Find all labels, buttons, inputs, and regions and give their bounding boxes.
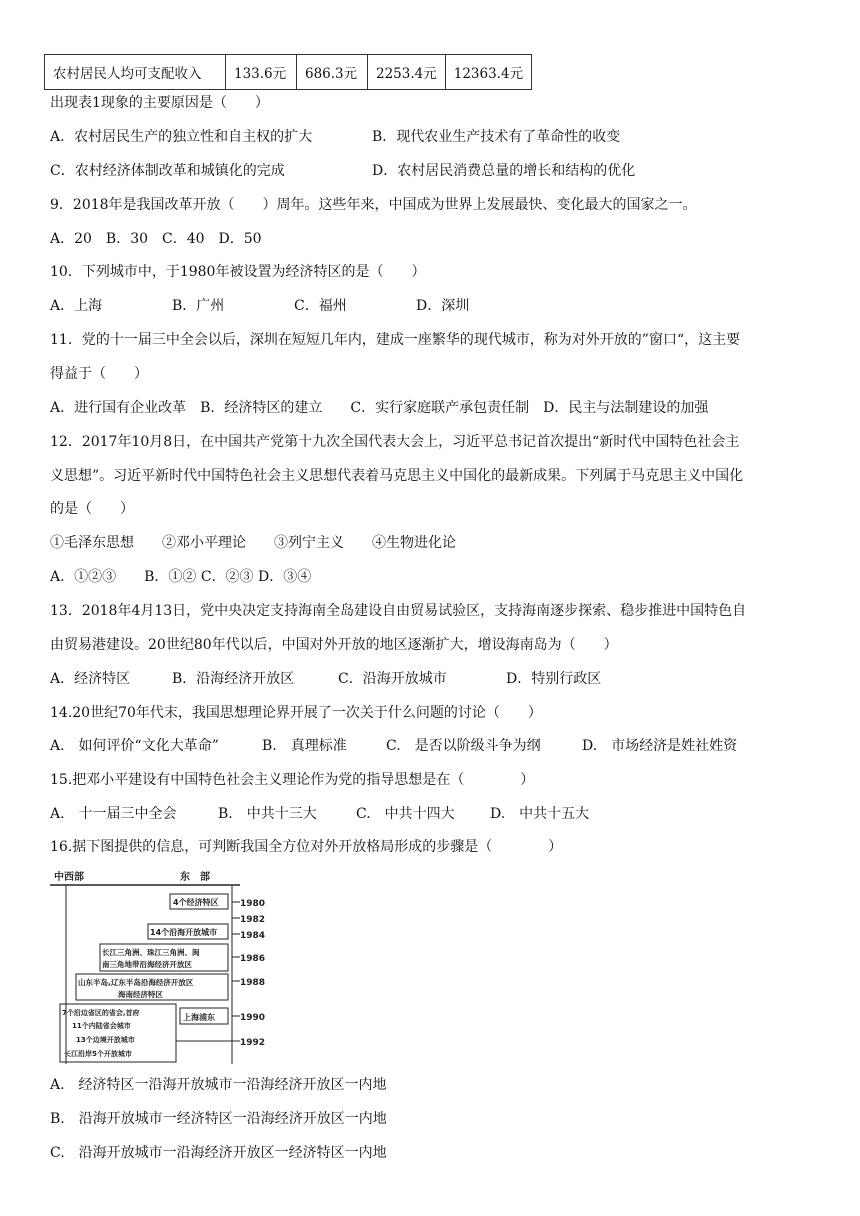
diagram-year-axis — [232, 899, 265, 1048]
income-table — [44, 54, 532, 90]
question-8-option-a: A．农村居民生产的独立性和自主权的扩大 — [50, 129, 313, 145]
diagram-header-left: 中西部 — [54, 872, 84, 883]
year-label: 1982 — [240, 915, 266, 925]
question-10-option-b: B．广州 — [172, 298, 225, 314]
year-label: 1990 — [240, 1013, 266, 1023]
table-cell: 686.3元 — [297, 55, 368, 90]
question-15-option-c: C. 中共十四大 — [356, 806, 455, 822]
diagram-box-coastal-cities: 14个沿海开放城市 — [150, 928, 218, 937]
year-label: 1980 — [240, 899, 266, 909]
question-13-option-b: B．沿海经济开放区 — [172, 671, 295, 687]
diagram-box-pudong: 上海浦东 — [183, 1013, 215, 1022]
diagram-box-yangtze-cities: 长江沿岸5个开放城市 — [64, 1050, 132, 1058]
diagram-box-special-zones: 4个经济特区 — [173, 898, 219, 907]
table-cell: 133.6元 — [226, 55, 297, 90]
question-10-option-d: D．深圳 — [416, 298, 470, 314]
question-15-option-d: D. 中共十五大 — [490, 806, 590, 822]
question-15-option-b: B. 中共十三大 — [218, 806, 317, 822]
question-16-option-c: C. 沿海开放城市一沿海经济开放区一经济特区一内地 — [50, 1145, 387, 1161]
opening-up-diagram — [50, 868, 270, 1064]
year-label: 1992 — [240, 1038, 266, 1048]
question-12-stem: 12．2017年10月8日，在中国共产党第十九次全国代表大会上，习近平总书记首次提出“新时代中国特色社会主 — [50, 434, 740, 450]
question-11-stem: 11．党的十一届三中全会以后，深圳在短短几年内，建成一座繁华的现代城市，称为对外开放的”窗口“，这主要 — [50, 332, 741, 348]
year-label: 1986 — [240, 954, 266, 964]
question-12-items: ①毛泽东思想 ②邓小平理论 ③列宁主义 ④生物进化论 — [50, 535, 456, 551]
diagram-box-delta-zones: 长江三角洲、珠江三角洲、闽 — [102, 948, 200, 957]
question-12-stem-end: 的是（ ） — [50, 501, 134, 517]
diagram-box-inland-capitals: 11个内陆省会城市 — [72, 1022, 131, 1030]
table-cell: 12363.4元 — [445, 55, 531, 90]
question-8-stem: 出现表1现象的主要原因是（ ） — [50, 95, 269, 111]
question-13-stem-cont: 由贸易港建设。20世纪80年代以后，中国对外开放的地区逐渐扩大，增设海南岛为（ ） — [50, 637, 618, 653]
question-16-stem: 16.据下图提供的信息，可判断我国全方位对外开放格局形成的步骤是（ ） — [50, 839, 563, 855]
question-13-option-c: C．沿海开放城市 — [338, 671, 447, 687]
question-10-stem: 10．下列城市中，于1980年被设置为经济特区的是（ ） — [50, 264, 426, 280]
question-16-option-b: B. 沿海开放城市一经济特区一沿海经济开放区一内地 — [50, 1111, 387, 1127]
question-16-option-a: A. 经济特区一沿海开放城市一沿海经济开放区一内地 — [50, 1077, 387, 1093]
question-13-option-d: D．特别行政区 — [506, 671, 602, 687]
diagram-header-right: 东 部 — [180, 872, 210, 883]
question-15-stem: 15.把邓小平建设有中国特色社会主义理论作为党的指导思想是在（ ） — [50, 772, 535, 788]
question-11-options: A．进行国有企业改革 B．经济特区的建立 C．实行家庭联产承包责任制 D．民主与法制建设的加强 — [50, 400, 709, 416]
question-8-option-b: B．现代农业生产技术有了革命性的收变 — [372, 129, 621, 145]
question-12-stem-cont: 义思想”。习近平新时代中国特色社会主义思想代表着马克思主义中国化的最新成果。下列属于马克思主义中国化 — [50, 468, 744, 484]
question-14-option-b: B. 真理标准 — [262, 738, 347, 754]
question-12-options: A．①②③ B．①② C．②③ D．③④ — [50, 569, 312, 585]
diagram-box-hainan: 海南经济特区 — [118, 990, 163, 999]
question-14-option-d: D. 市场经济是姓社姓资 — [582, 738, 738, 754]
diagram-box-border-capitals: 7个沿边省区的省会,首府 — [62, 1009, 140, 1017]
year-label: 1988 — [240, 978, 266, 988]
question-14-option-c: C. 是否以阶级斗争为纲 — [386, 738, 541, 754]
question-11-stem-cont: 得益于（ ） — [50, 366, 148, 382]
question-14-option-a: A. 如何评价“文化大革命” — [50, 738, 219, 754]
diagram-box-delta-zones-cont: 南三角地带沿海经济开放区 — [102, 960, 192, 969]
year-label: 1984 — [240, 931, 266, 941]
question-10-option-a: A．上海 — [50, 298, 103, 314]
diagram-box-border-cities: 13个边境开放城市 — [76, 1036, 135, 1044]
question-14-stem: 14.20世纪70年代末，我国思想理论界开展了一次关于什么问题的讨论（ ） — [50, 705, 542, 721]
table-cell: 2253.4元 — [368, 55, 446, 90]
question-9-options: A．20 B．30 C．40 D．50 — [50, 231, 262, 247]
diagram-box-peninsula-zones: 山东半岛,辽东半岛沿海经济开放区 — [78, 978, 194, 987]
question-8-option-c: C．农村经济体制改革和城镇化的完成 — [50, 163, 285, 179]
question-13-option-a: A．经济特区 — [50, 671, 131, 687]
table-row — [45, 55, 532, 90]
question-13-stem: 13．2018年4月13日，党中央决定支持海南全岛建设自由贸易试验区，支持海南逐步探索、稳步推进中国特色自 — [50, 603, 747, 619]
table-row-label: 农村居民人均可支配收入 — [45, 55, 226, 90]
question-15-option-a: A. 十一届三中全会 — [50, 806, 177, 822]
question-9-stem: 9．2018年是我国改革开放（ ）周年。这些年来，中国成为世界上发展最快、变化最大的国家之一。 — [50, 197, 697, 213]
question-10-option-c: C．福州 — [294, 298, 347, 314]
question-8-option-d: D．农村居民消费总量的增长和结构的优化 — [372, 163, 636, 179]
